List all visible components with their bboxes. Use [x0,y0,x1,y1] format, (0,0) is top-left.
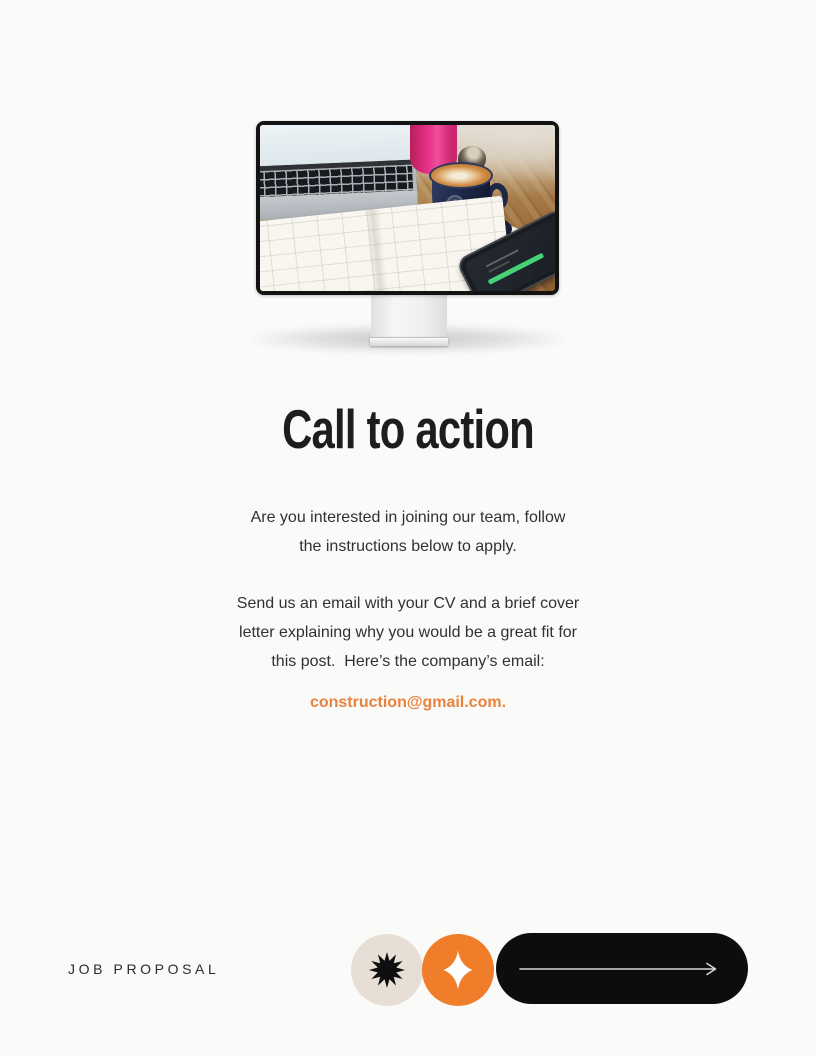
next-button[interactable] [496,933,748,1004]
footer-label: JOB PROPOSAL [68,961,220,977]
monitor-stand-base [370,337,448,346]
arrow-right-icon [518,961,722,977]
company-email-link[interactable]: construction@gmail.com. [309,694,507,711]
monitor-screen-photo [260,125,555,291]
monitor-stand [371,293,447,340]
page-title: Call to action [282,398,534,460]
instructions-line-2: letter explaining why you would be a great fit for [239,624,577,641]
intro-paragraph [0,503,816,561]
intro-line-2: the instructions below to apply. [299,538,517,555]
sparkle-icon [441,949,475,991]
starburst-badge [351,934,423,1006]
instructions-line-1: Send us an email with your CV and a brief cover [236,595,580,612]
starburst-icon [368,951,406,989]
monitor-frame [256,121,559,295]
photo-latte-art [429,162,493,189]
instructions-paragraph [0,589,816,676]
intro-line-1: Are you interested in joining our team, follow [250,509,566,526]
instructions-line-3: this post. Here’s the company’s email: [271,653,545,670]
sparkle-badge [422,934,494,1006]
